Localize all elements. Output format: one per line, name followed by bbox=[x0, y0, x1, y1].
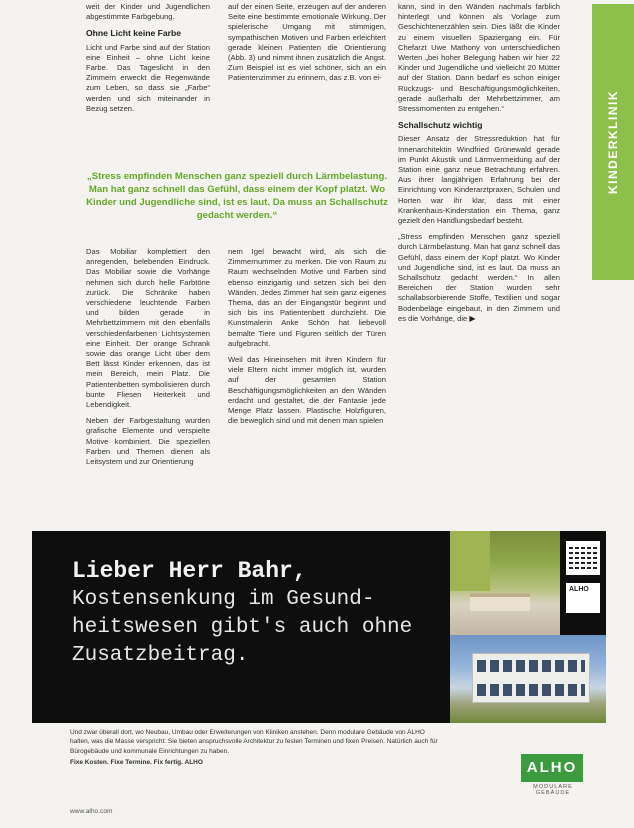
ad-body-text bbox=[70, 728, 440, 768]
section-tab-kinderklinik bbox=[592, 4, 634, 280]
paragraph-text: „Stress empfinden Menschen ganz speziell durch Lärmbelastung. Man hat ganz schnell das Gefühl, dass einem der Kopf platzt. Wo Kinder und Jugendliche sind, ist es laut. Da muss an Schallschutz gedacht werden.“ In allen Bereichen der Station wurden sehr schallabsorbierende Stoffe, Textilien und sogar Bodenbeläge eingebaut, in den Zimmern und es die Vorhänge, die bbox=[398, 232, 560, 323]
subheading: Schallschutz wichtig bbox=[398, 120, 483, 131]
continue-arrow-icon: ▶ bbox=[469, 313, 476, 323]
paragraph: Licht und Farbe sind auf der Station eine Einheit – ohne Licht keine Farbe. Das Tageslicht in den Zimmern erweckt die Regenwände zum Leben, so dass sie „Farbe“ werden und sich miteinander in Bezug setzen. bbox=[86, 42, 210, 113]
alho-logo-subtitle: MODULARE GEBÄUDE bbox=[533, 784, 573, 796]
paragraph: kann, sind in den Wänden nachmals farblich hinterlegt und können als Vorlage zum Geschichtenerzählen sein. Dies läßt die Kinder zu einem visuellen Spaziergang ein. Für Chefarzt Uwe Mathony von unterschiedlichen Werten „bei hoher Belegung haben wir hier 22 Kinder und Jugendliche und vielleicht 20 Mütter auf der Station. Dann bedarf es schon einiger Rückzugs- und Beschäftigungsmöglichkeiten, gerade außerhalb der Mehrbettzimmer, am Stressmomenten zu entgehen.“ bbox=[398, 2, 560, 114]
ad-photo-patient-room bbox=[450, 531, 560, 635]
ad-headline-line: Lieber Herr Bahr, bbox=[72, 558, 307, 584]
ad-headline-line: Kostensenkung im Gesund- bbox=[72, 588, 375, 611]
subheading: Ohne Licht keine Farbe bbox=[86, 28, 182, 39]
pull-quote: „Stress empfinden Menschen ganz speziell durch Lärmbelastung. Man hat ganz schnell das Gefühl, dass einem der Kopf platzt. Wo Kinder und Jugendliche sind, ist es laut. Da muss an Schallschutz gedacht werden.“ bbox=[86, 171, 388, 221]
ad-headline-line: Zusatzbeitrag. bbox=[72, 644, 249, 667]
paragraph bbox=[398, 232, 560, 324]
ad-headline-line: heitswesen gibt's auch ohne bbox=[72, 616, 413, 639]
qr-code-label: ALHO bbox=[569, 586, 589, 593]
article-column-2-lower bbox=[228, 247, 386, 432]
paragraph: Das Mobiliar komplettiert den anregenden, belebenden Eindruck. Das Mobiliar sowie die Vorhänge nehmen sich durch helle Farbtöne zurück. Die Schränke haben verschiedene leuchtende Farben und bilden gerade in Mehrbettzimmern mit den ebenfalls verschiedenfarbenen Lichtsystemen eine Einheit. Der orange Schrank sowie das orange Licht über dem Bett lässt Kinder erkennen, das ist mein Bereich, mein Platz. Die Patientenbetten symbolisieren durch bunte Fliesen Heiterkeit und Lebendigkeit. bbox=[86, 247, 210, 410]
article-column-1 bbox=[86, 2, 210, 120]
qr-code-label-box bbox=[566, 583, 600, 613]
article-column-3 bbox=[398, 2, 560, 330]
advertisement-banner[interactable] bbox=[32, 531, 606, 723]
section-tab-label: KINDERKLINIK bbox=[606, 90, 620, 194]
ad-url-link[interactable]: www.alho.com bbox=[70, 808, 113, 815]
paragraph: nem Igel bewacht wird, als sich die Zimmernummer zu merken. Die von Raum zu Raum wechselnden Motive und Farben sind ebenso einzigartig und setzen sich bei den Wänden. Jedes Zimmer hat sein ganz eigenes Thema, das an der Eingangstür beginnt und sich bis ins Patientenbett durchzieht. Die Kunstmalerin Anke Schön hat liebevoll bemalte Tiere und Figuren seitlich der Türen aufgebracht. bbox=[228, 247, 386, 348]
paragraph: Neben der Farbgestaltung wurden grafische Elemente und verspielte Motive kombiniert. Die speziellen Farben und Themen dienen als Leitsystem und zur Orientierung bbox=[86, 416, 210, 467]
alho-logo[interactable]: ALHO bbox=[521, 754, 583, 782]
article-column-1-lower bbox=[86, 247, 210, 473]
paragraph: weit der Kinder und Jugendlichen abgestimmte Farbgebung. bbox=[86, 2, 210, 22]
ad-photo-building bbox=[450, 635, 606, 723]
qr-code-icon[interactable] bbox=[566, 541, 600, 575]
ad-tagline: Fixe Kosten. Fixe Termine. Fix fertig. ALHO bbox=[70, 759, 203, 767]
paragraph: auf der einen Seite, erzeugen auf der anderen Seite eine bestimmte emotionale Wirkung. Der spielerische Umgang mit stimmigen, sympathischen Motiven und Farben erleichtert gerade kleinen Patienten die Orientierung (Abb. 3) und nimmt ihnen zusätzlich die Angst. Zum Beispiel ist es viel schöner, sich an ein Patientenzimmer zu erinnern, das z.B. von ei- bbox=[228, 2, 386, 83]
paragraph: Dieser Ansatz der Stressreduktion hat für Innenarchitektin Windfried Grünewald gerade im Punkt Akustik und Lärmvermeidung auf der Station eine ganz neue Betrachtung erfahren. Aus ihrer langjährigen Erfahrung bei der Einrichtung von Kinderarztpraxen, Schulen und Horten war ihr klar, dass mit einer Krankenhaus-Kinderstation ein Thema, ganz gezielt den Handlungsbedarf besteht. bbox=[398, 134, 560, 226]
ad-headline bbox=[72, 556, 442, 670]
paragraph: Weil das Hineinsehen mit ihren Kindern für viele Eltern nicht immer möglich ist, wurden auf der gesamten Station Beschäftigungsmöglichkeiten an den Wänden erdacht und gestaltet, die der Fantasie jede Menge Platz lassen. Plastische Holzfiguren, die beweglich sind und mit denen man spielen bbox=[228, 355, 386, 426]
ad-body-paragraph: Und zwar überall dort, wo Neubau, Umbau oder Erweiterungen von Kliniken anstehen. Denn modulare Gebäude von ALHO halten, was die Masse verspricht: Sie bieten anspruchsvolle Architektur zu festen Terminen und fixen Preisen. Natürlich auch für Bürogebäude und kommunale Einrichtungen zu haben. bbox=[70, 729, 438, 755]
article-column-2 bbox=[228, 2, 386, 90]
